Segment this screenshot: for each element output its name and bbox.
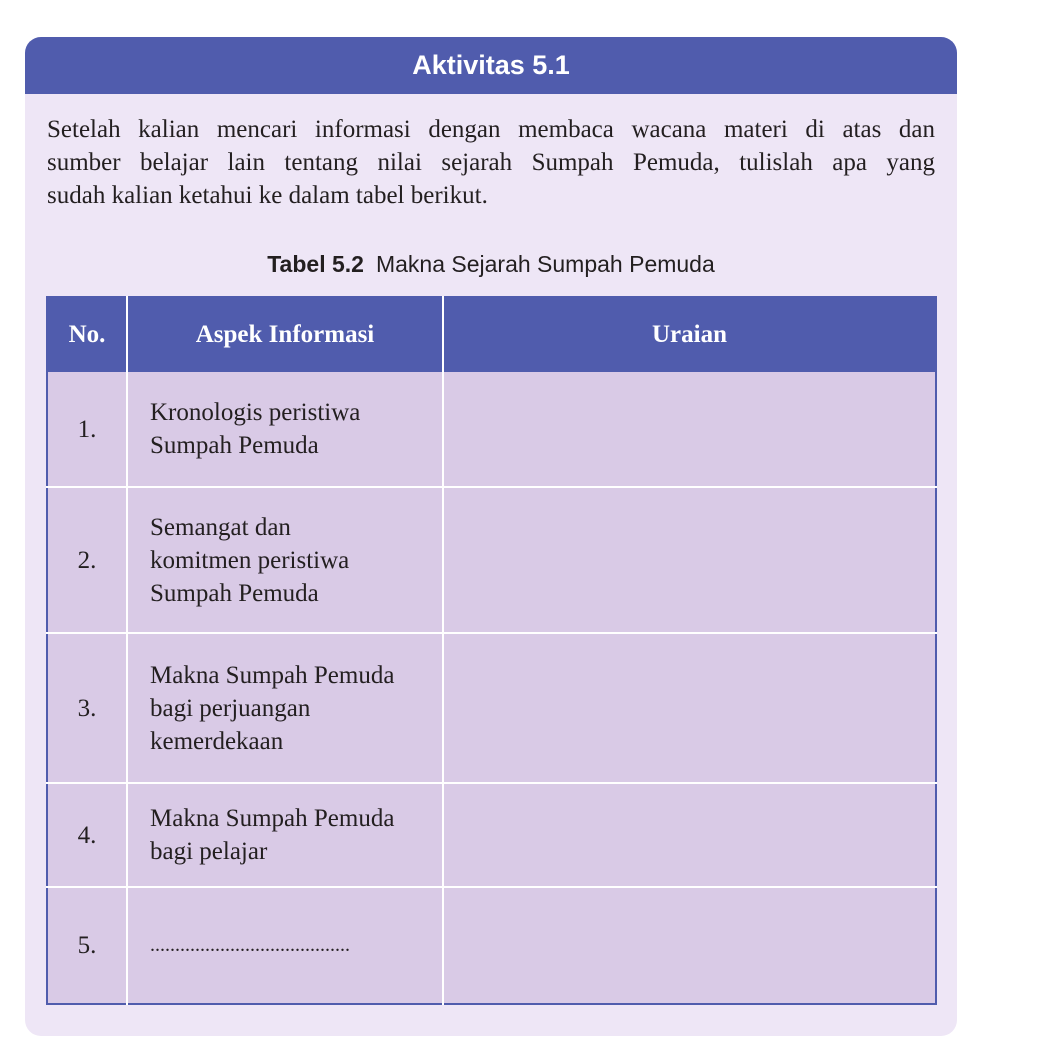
table-row [47, 372, 936, 487]
row-aspect [127, 633, 443, 783]
table-row [47, 887, 936, 1004]
aspect-line: Makna Sumpah Pemuda [150, 805, 395, 832]
row-uraian-cell[interactable] [443, 887, 936, 1004]
intro-line: sumber belajar lain tentang nilai sejarah Sumpah Pemuda, tulislah apa yang [47, 149, 935, 176]
row-uraian-cell[interactable] [443, 487, 936, 633]
row-number: 4. [47, 783, 127, 887]
row-aspect [127, 783, 443, 887]
column-header-uraian: Uraian [443, 297, 936, 372]
aspect-line: komitmen peristiwa [150, 546, 350, 574]
intro-line: sudah kalian ketahui ke dalam tabel berikut. [47, 182, 488, 209]
aspect-line: bagi pelajar [150, 838, 268, 865]
row-number: 2. [47, 487, 127, 633]
table-row [47, 487, 936, 633]
column-header-aspek: Aspek Informasi [127, 297, 443, 372]
row-aspect [127, 372, 443, 487]
aspect-line: Makna Sumpah Pemuda [150, 661, 395, 689]
aspect-line: Sumpah Pemuda [150, 579, 319, 607]
aspect-line: Kronologis peristiwa [150, 399, 361, 426]
table-row [47, 783, 936, 887]
table-caption-label: Tabel 5.2 [267, 251, 364, 277]
aspect-line: Semangat dan [150, 513, 291, 541]
aspect-line: Sumpah Pemuda [150, 432, 319, 459]
intro-paragraph [47, 113, 935, 212]
aspect-blank-dots[interactable]: ........................................ [150, 934, 350, 956]
row-uraian-cell[interactable] [443, 783, 936, 887]
row-number: 1. [47, 372, 127, 487]
activity-title: Aktivitas 5.1 [25, 37, 957, 94]
table-caption-title: Makna Sejarah Sumpah Pemuda [375, 251, 715, 277]
row-aspect [127, 887, 443, 1004]
row-number: 3. [47, 633, 127, 783]
aspect-line: kemerdekaan [150, 727, 284, 755]
makna-sejarah-table [46, 296, 937, 1005]
intro-line: Setelah kalian mencari informasi dengan membaca wacana materi di atas dan [47, 116, 935, 143]
row-uraian-cell[interactable] [443, 633, 936, 783]
row-uraian-cell[interactable] [443, 372, 936, 487]
row-aspect [127, 487, 443, 633]
table-row [47, 633, 936, 783]
aspect-line: bagi perjuangan [150, 694, 311, 722]
row-number: 5. [47, 887, 127, 1004]
column-header-no: No. [47, 297, 127, 372]
table-caption [25, 251, 957, 278]
table-header-row [47, 297, 936, 372]
